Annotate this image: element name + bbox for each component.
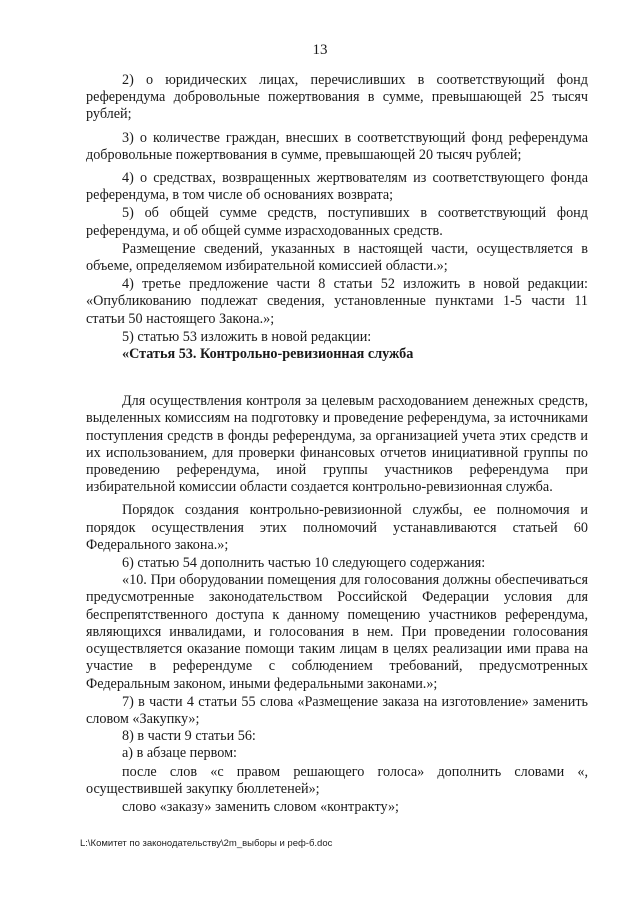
paragraph-item-5-total-sum: 5) об общей сумме средств, поступивших в соответствующий фонд референдума, и об общей сумме израсходованных средств. (86, 205, 588, 239)
paragraph-item-3-citizens-count: 3) о количестве граждан, внесших в соответствующий фонд референдума добровольные пожертвования в сумме, превышающей 20 тысяч рублей; (86, 129, 588, 163)
paragraph-amendment-article-56: 8) в части 9 статьи 56: (122, 728, 256, 745)
paragraph-placement-info: Размещение сведений, указанных в настоящей части, осуществляется в объеме, определяемом избирательной комиссией области.»; (86, 240, 588, 275)
footer-file-path: L:\Комитет по законодательству\2m_выборы и реф-б.doc (80, 838, 333, 849)
paragraph-part-10-polling-room: «10. При оборудовании помещения для голосования должны обеспечиваться предусмотренные законодательством Российской Федерации условия для беспрепятственного доступа к данному помещению участников референдума, являющихся инвалидами, и голосования в нем. При проведении голосования осуществляется оказание помощи таким лицам в целях реализации ими права на участие в референдуме с соблюдением требований, предусмотренных Федеральным законом, иными федеральными законами.»; (86, 572, 588, 692)
paragraph-control-service-purpose: Для осуществления контроля за целевым расходованием денежных средств, выделенных комиссиям на подготовку и проведение референдума, за источниками поступления средств в фонды референдума, за организацией учета этих средств и их использованием, для проверки финансовых отчетов инициативной группы по проведению референдума, иной группы участников референдума при избирательной комиссии области создается контрольно-ревизионная служба. (86, 393, 588, 496)
paragraph-amendment-article-55: 7) в части 4 статьи 55 слова «Размещение заказа на изготовление» заменить словом «Закупку»; (86, 693, 588, 727)
article-53-heading: «Статья 53. Контрольно-ревизионная служба (122, 346, 414, 363)
paragraph-control-service-order: Порядок создания контрольно-ревизионной службы, ее полномочия и порядок осуществления этих полномочий устанавливаются статьей 60 Федерального закона.»; (86, 502, 588, 553)
paragraph-item-2-legal-entities: 2) о юридических лицах, перечисливших в соответствующий фонд референдума добровольные пожертвования в сумме, превышающей 25 тысяч рублей; (86, 72, 588, 123)
document-body (86, 72, 588, 816)
paragraph-amendment-article-53: 5) статью 53 изложить в новой редакции: (122, 328, 372, 345)
paragraph-amendment-article-54: 6) статью 54 дополнить частью 10 следующего содержания: (122, 555, 486, 572)
paragraph-replace-word: слово «заказу» заменить словом «контракту»; (122, 798, 399, 815)
paragraph-item-4-returned-funds: 4) о средствах, возвращенных жертвователям из соответствующего фонда референдума, в том числе об основаниях возврата; (86, 170, 588, 204)
paragraph-subitem-a: а) в абзаце первом: (122, 745, 237, 762)
paragraph-amendment-article-52: 4) третье предложение части 8 статьи 52 изложить в новой редакции: «Опубликованию подлежат сведения, установленные пунктами 1-5 части 11 статьи 50 настоящего Закона.»; (86, 276, 588, 327)
paragraph-after-words: после слов «с правом решающего голоса» дополнить словами «, осуществившей закупку бюллетеней»; (86, 763, 588, 797)
page-number: 13 (312, 42, 328, 58)
